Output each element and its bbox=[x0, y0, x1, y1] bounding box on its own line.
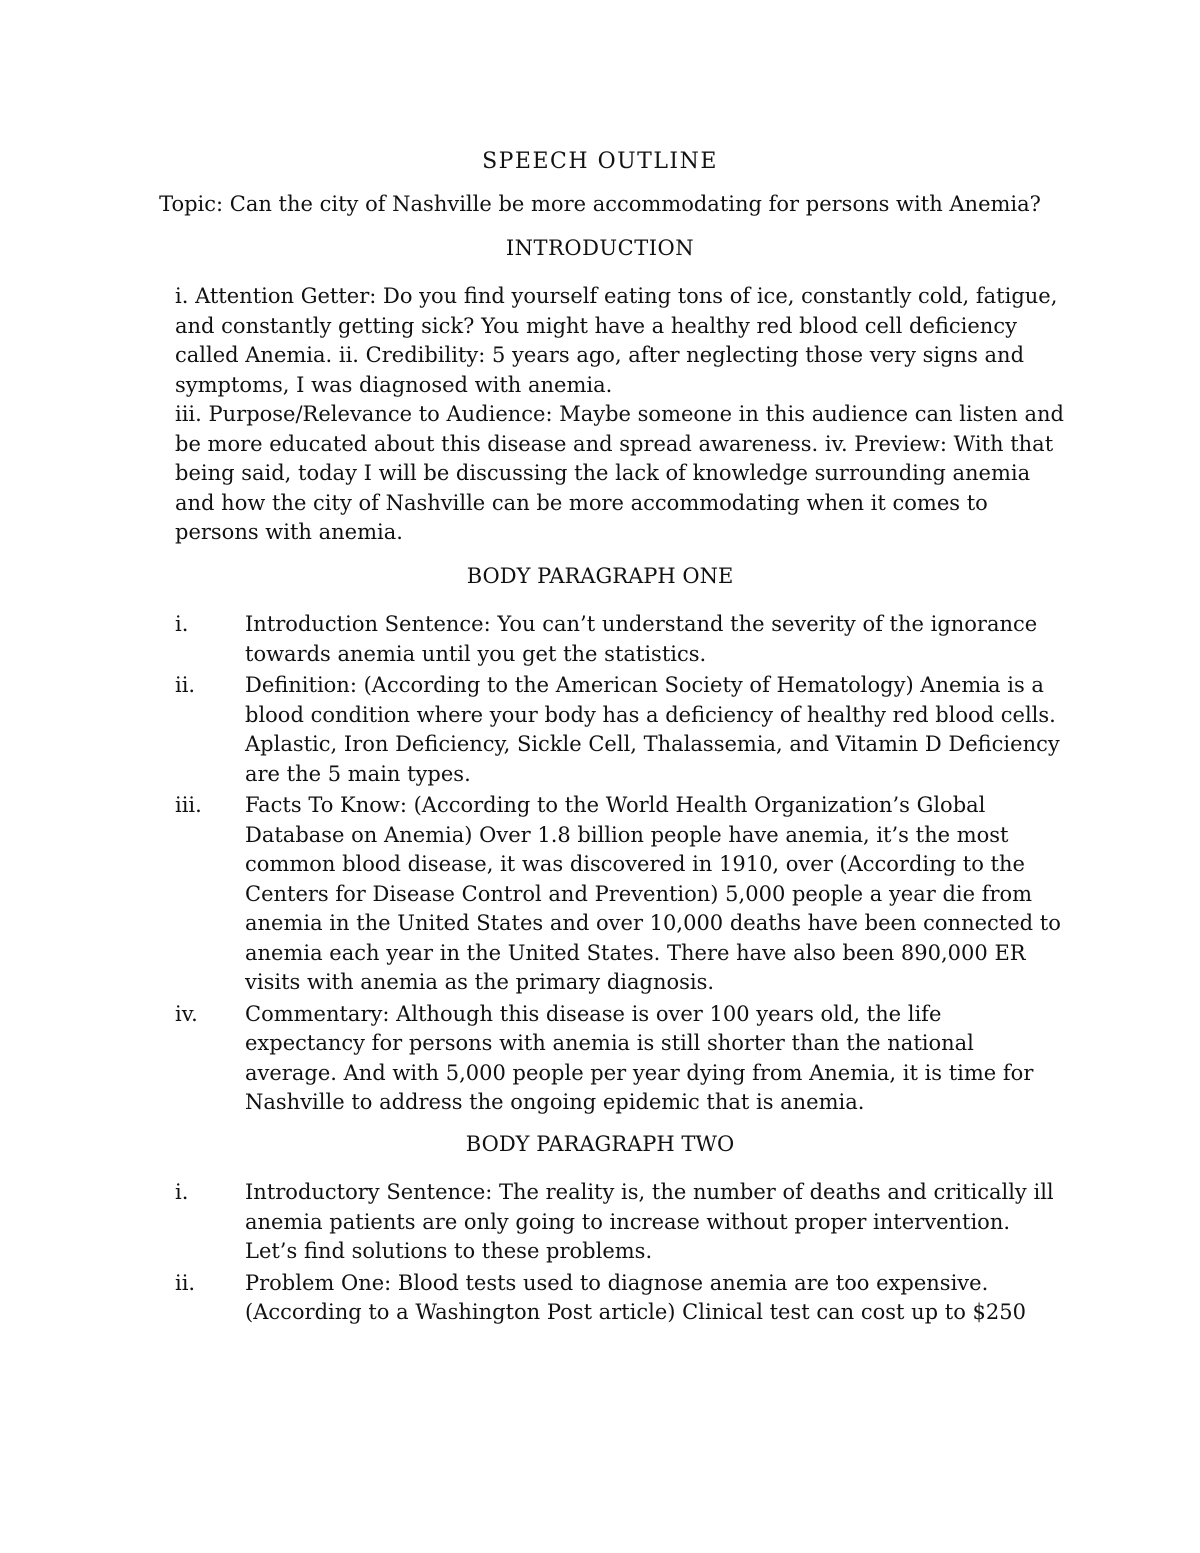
introduction-paragraph: i. Attention Getter: Do you find yourself eating tons of ice, constantly cold, fatigue, and constantly getting sick? You might have a healthy red blood cell deficiency called Anemia. ii. Credibility: 5 years ago, after neglecting those very signs and symptoms, I was diagnosed with anemia. bbox=[175, 284, 1058, 397]
list-item-text: Commentary: Although this disease is over 100 years old, the life expectancy for persons with anemia is still shorter than the national average. And with 5,000 people per year dying from Anemia, it is time for Nashville to address the ongoing epidemic that is anemia. bbox=[245, 1001, 1034, 1114]
document-title: SPEECH OUTLINE bbox=[482, 149, 718, 174]
list-item-number: iii. bbox=[175, 793, 202, 817]
list-item-text: Problem One: Blood tests used to diagnose anemia are too expensive. (According to a Washington Post article) Clinical test can cost up to $250 bbox=[245, 1270, 1026, 1324]
list-item-text: Facts To Know: (According to the World Health Organization’s Global Database on Anemia) Over 1.8 billion people have anemia, it’s the most common blood disease, it was discovered in 1910, over (According to the Centers for Disease Control and Prevention) 5,000 people a year die from anemia in the United States and over 10,000 deaths have been connected to anemia each year in the United States. There have also been 890,000 ER visits with anemia as the primary diagnosis. bbox=[245, 793, 1061, 994]
list-item-number: iv. bbox=[175, 1001, 198, 1026]
list-item bbox=[175, 1178, 1065, 1267]
list-item bbox=[175, 610, 1065, 669]
list-item bbox=[175, 1269, 1065, 1328]
section-heading-body-one: BODY PARAGRAPH ONE bbox=[466, 564, 734, 588]
list-item-text: Introductory Sentence: The reality is, the number of deaths and critically ill anemia patients are only going to increase without proper intervention. Let’s find solutions to these problems. bbox=[245, 1180, 1054, 1263]
section-heading-introduction: INTRODUCTION bbox=[505, 236, 695, 260]
list-item-number: ii. bbox=[175, 673, 196, 697]
list-item-number: i. bbox=[175, 1180, 189, 1204]
body-two-list bbox=[175, 1178, 1065, 1330]
list-item-text: Introduction Sentence: You can’t understand the severity of the ignorance towards anemia until you get the statistics. bbox=[245, 612, 1038, 666]
topic-line: Topic: Can the city of Nashville be more accommodating for persons with Anemia? bbox=[159, 192, 1041, 216]
body-one-list bbox=[175, 610, 1065, 1120]
introduction-body bbox=[175, 282, 1065, 548]
list-item-number: i. bbox=[175, 612, 189, 636]
list-item-number: ii. bbox=[175, 1270, 196, 1295]
list-item bbox=[175, 791, 1065, 998]
list-item-text: Definition: (According to the American Society of Hematology) Anemia is a blood condition where your body has a deficiency of healthy red blood cells. Aplastic, Iron Deficiency, Sickle Cell, Thalassemia, and Vitamin D Deficiency are the 5 main types. bbox=[245, 673, 1060, 786]
list-item bbox=[175, 671, 1065, 789]
list-item bbox=[175, 1000, 1065, 1118]
introduction-paragraph: iii. Purpose/Relevance to Audience: Maybe someone in this audience can listen and be more educated about this disease and spread awareness. iv. Preview: With that being said, today I will be discussing the lack of knowledge surrounding anemia and how the city of Nashville can be more accommodating when it comes to persons with anemia. bbox=[175, 402, 1064, 544]
section-heading-body-two: BODY PARAGRAPH TWO bbox=[465, 1132, 735, 1156]
